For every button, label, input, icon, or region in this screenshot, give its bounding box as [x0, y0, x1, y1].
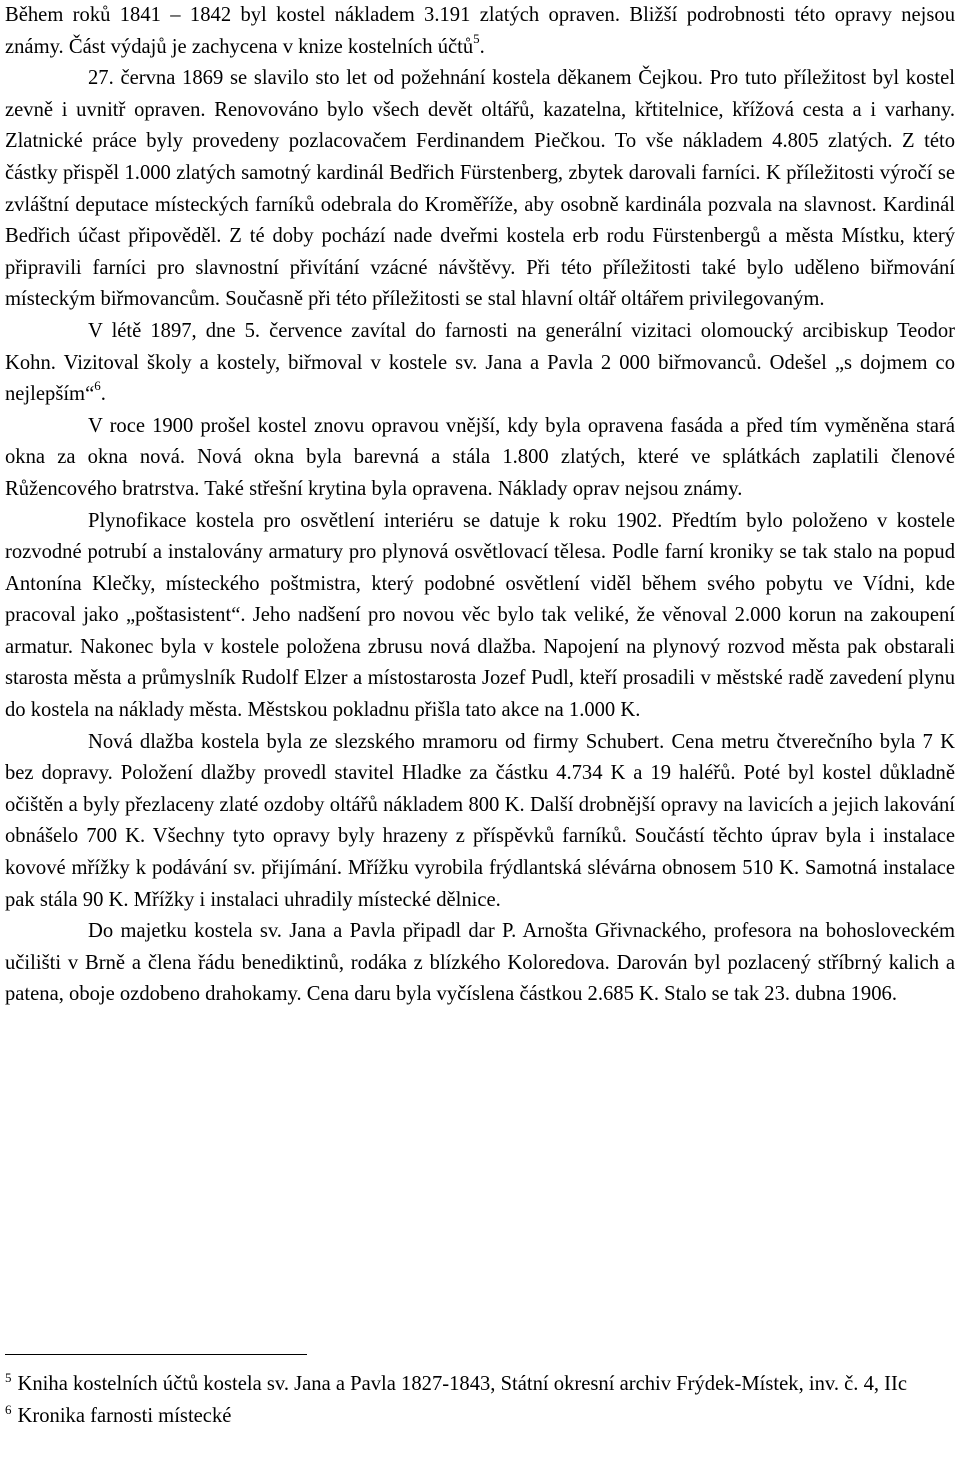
- paragraph: [5, 916, 955, 1011]
- footnote-reference[interactable]: 5: [473, 30, 480, 46]
- footnote-number: 6: [5, 1402, 12, 1417]
- paragraph: [5, 411, 955, 506]
- footnote-number: 5: [5, 1370, 12, 1385]
- footnote-text: Kniha kostelních účtů kostela sv. Jana a Pavla 1827-1843, Státní okresní archiv Frýdek-Místek, inv. č. 4, IIc: [17, 1373, 908, 1395]
- paragraph-text: Plynofikace kostela pro osvětlení interiéru se datuje k roku 1902. Předtím bylo položeno v kostele rozvodné potrubí a instalovány armatury pro plynová osvětlovací tělesa. Podle farní kroniky se tak stalo na popud Antonína Klečky, místeckého poštmistra, který podobné osvětlení viděl během svého pobytu ve Vídni, kde pracoval jako „poštasistent“. Jeho nadšení pro novou věc bylo tak veliké, že věnoval 2.000 korun na zakoupení armatur. Nakonec byla v kostele položena zbrusu nová dlažba. Napojení na plynový rozvod města pak obstarali starosta města a průmyslník Rudolf Elzer a místostarosta Jozef Pudl, kteří prosadili v městské radě zavedení plynu do kostela na náklady města. Městskou pokladnu přišla tato akce na 1.000 K.: [5, 509, 955, 722]
- paragraph-text: Nová dlažba kostela byla ze slezského mramoru od firmy Schubert. Cena metru čtverečního byla 7 K bez dopravy. Položení dlažby provedl stavitel Hladke za částku 4.734 K a 19 haléřů. Poté byl kostel důkladně očištěn a byly přezlaceny zlaté ozdoby oltářů nákladem 800 K. Další drobnější opravy na lavicích a jejich lakování obnášelo 700 K. Všechny tyto opravy byly hrazeny z příspěvků farníků. Součástí těchto úprav byla i instalace kovové mřížky k podávání sv. přijímání. Mřížku vyrobila frýdlantská slévárna obnosem 510 K. Samotná instalace pak stála 90 K. Mřížky i instalaci uhradily místecké dělnice.: [5, 730, 955, 911]
- footnote-5: [5, 1369, 955, 1401]
- paragraph: [5, 316, 955, 411]
- paragraph: [5, 63, 955, 316]
- paragraph-text: V roce 1900 prošel kostel znovu opravou vnější, kdy byla opravena fasáda a před tím vyměněna stará okna za okna nová. Nová okna byla barevná a stála 1.800 zlatých, které ve splátkách zaplatili členové Růžencového bratrstva. Také střešní krytina byla opravena. Náklady oprav nejsou známy.: [5, 414, 955, 500]
- paragraph-text: .: [100, 383, 106, 406]
- paragraph-text: 27. června 1869 se slavilo sto let od požehnání kostela děkanem Čejkou. Pro tuto příležitost byl kostel zevně i uvnitř opraven. Renovováno bylo všech devět oltářů, kazatelna, křtitelnice, křížová cesta a i varhany. Zlatnické práce byly provedeny pozlacovačem Ferdinandem Piečkou. To vše nákladem 4.805 zlatých. Z této částky přispěl 1.000 zlatých samotný kardinál Bedřich Fürstenberg, zbytek darovali farníci. K příležitosti výročí se zvláštní deputace místeckých farníků odebrala do Kroměříže, aby osobně kardinála pozvala na slavnost. Kardinál Bedřich účast připověděl. Z té doby pochází nade dveřmi kostela erb rodu Fürstenbergů a města Místku, který připravili farníci pro slavnostní přivítání vzácné návštěvy. Při této příležitosti také bylo uděleno biřmování místeckým biřmovancům. Současně při této příležitosti se stal hlavní oltář oltářem privilegovaným.: [5, 67, 955, 311]
- footnote-text: Kronika farnosti místecké: [17, 1405, 232, 1427]
- paragraph: [5, 727, 955, 917]
- footnote-separator: [5, 1354, 307, 1355]
- paragraph-text: Do majetku kostela sv. Jana a Pavla připadl dar P. Arnošta Gřivnackého, profesora na bohosloveckém učilišti v Brně a člena řádu benediktinů, rodáka z blízkého Koloredova. Darován byl pozlacený stříbrný kalich a patena, oboje ozdobeno drahokamy. Cena daru byla vyčíslena částkou 2.685 K. Stalo se tak 23. dubna 1906.: [5, 920, 955, 1006]
- paragraph-text: V létě 1897, dne 5. července zavítal do farnosti na generální vizitaci olomoucký arcibiskup Teodor Kohn. Vizitoval školy a kostely, biřmoval v kostele sv. Jana a Pavla 2 000 biřmovanců. Odešel „s dojmem co nejlepším“: [5, 319, 955, 406]
- footnote-reference[interactable]: 6: [94, 378, 101, 394]
- document-body: [5, 0, 955, 1011]
- paragraph: [5, 506, 955, 727]
- footnote-6: [5, 1401, 955, 1433]
- footnotes: [5, 1354, 955, 1433]
- paragraph-text: Během roků 1841 – 1842 byl kostel nákladem 3.191 zlatých opraven. Bližší podrobnosti této opravy nejsou známy. Část výdajů je zachycena v knize kostelních účtů: [5, 4, 955, 58]
- paragraph: [5, 0, 955, 63]
- paragraph-text: .: [479, 35, 485, 58]
